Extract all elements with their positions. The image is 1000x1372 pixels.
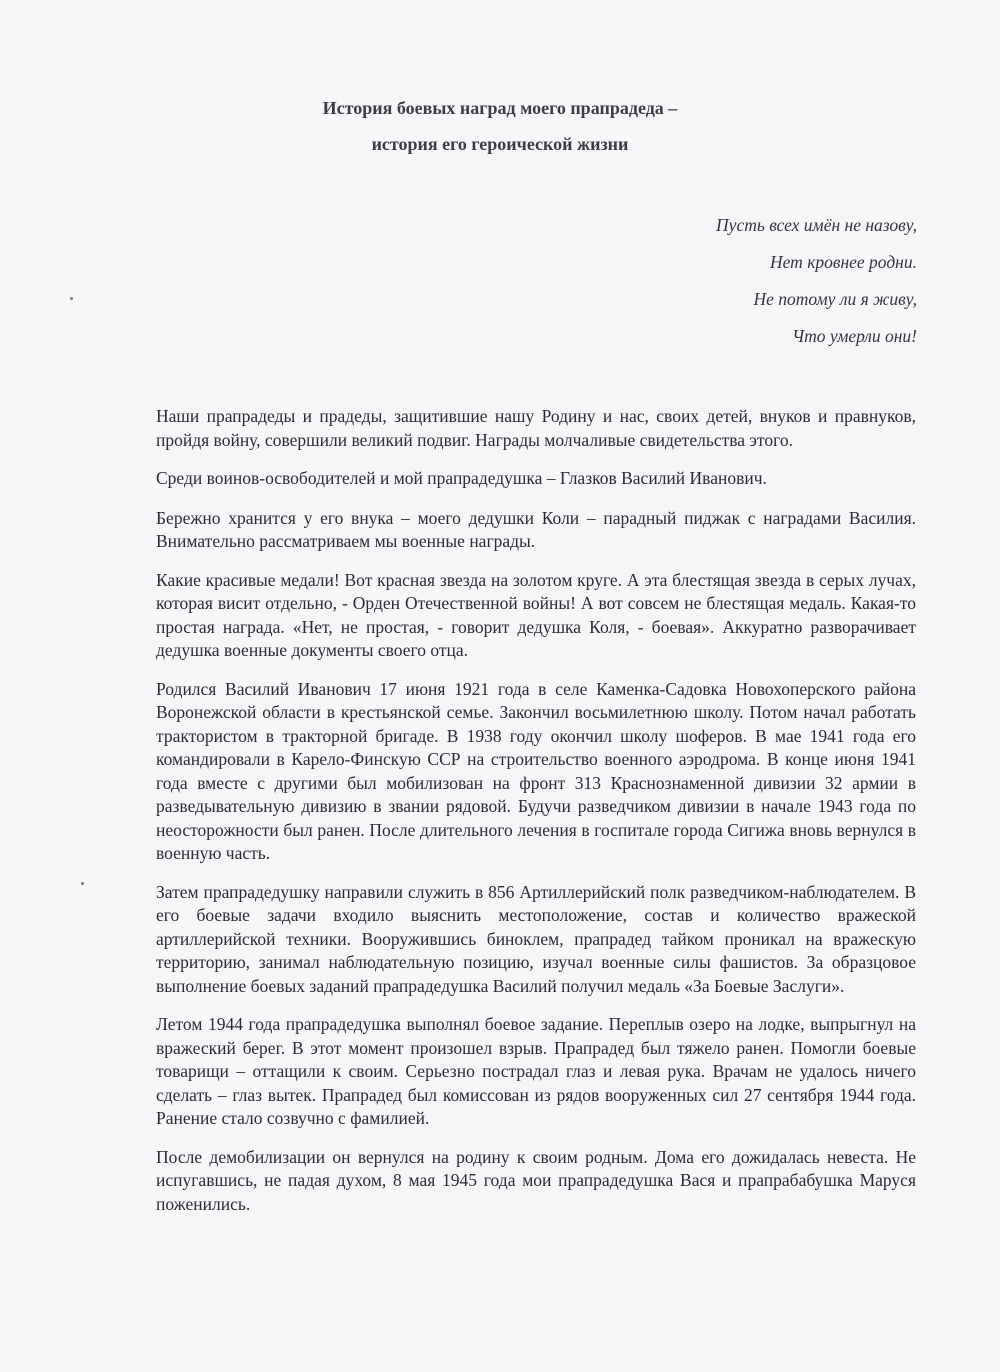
epigraph-line: Пусть всех имён не назову,	[716, 215, 917, 235]
paragraph: Наши прапрадеды и прадеды, защитившие нашу Родину и нас, своих детей, внуков и правнуков, пройдя войну, совершили великий подвиг. Награды молчаливые свидетельства этого.	[156, 406, 916, 450]
epigraph-line: Нет кровнее родни.	[770, 252, 917, 272]
document-body	[156, 405, 916, 1231]
paragraph: После демобилизации он вернулся на родину к своим родным. Дома его дожидалась невеста. Не испугавшись, не падая духом, 8 мая 1945 года мои прапрадедушка Вася и прапрабабушка Маруся поженились.	[156, 1146, 916, 1214]
paragraph: Затем прапрадедушку направили служить в 856 Артиллерийский полк разведчиком-наблюдателем. В его боевые задачи входило выяснить местоположение, состав и количество вражеской артиллерийской техники. Вооружившись биноклем, прапрадед тайком проникал на вражескую территорию, занимал наблюдательную позицию, изучал военные силы фашистов. За образцовое выполнение боевых заданий прапрадедушка Василий получил медаль «За Боевые Заслуги».	[156, 881, 916, 996]
paragraph: Какие красивые медали! Вот красная звезда на золотом круге. А эта блестящая звезда в серых лучах, которая висит отдельно, - Орден Отечественной войны! А вот совсем не блестящая медаль. Какая-то простая награда. «Нет, не простая, - говорит дедушка Коля, - боевая». Аккуратно разворачивает дедушка военные документы своего отца.	[156, 569, 916, 660]
document-title-line-2: история его героической жизни	[371, 134, 629, 154]
paragraph: Бережно хранится у его внука – моего дедушки Коли – парадный пиджак с наградами Василия. Внимательно рассматриваем мы военные награды.	[156, 507, 916, 551]
paragraph: Родился Василий Иванович 17 июня 1921 года в селе Каменка-Садовка Новохоперского района Воронежской области в крестьянской семье. Закончил восьмилетнюю школу. Потом начал работать трактористом в тракторной бригаде. В 1938 году окончил школу шоферов. В мае 1941 года его командировали в Карело-Финскую ССР на строительство военного аэродрома. В конце июня 1941 года вместе с другими был мобилизован на фронт 313 Краснознаменной дивизии 32 армии в разведывательную дивизию в звании рядовой. Будучи разведчиком дивизии в начале 1943 года по неосторожности был ранен. После длительного лечения в госпитале города Сигижа вновь вернулся в военную часть.	[156, 678, 916, 863]
epigraph-line: Что умерли они!	[792, 326, 917, 346]
scan-speck	[70, 297, 73, 300]
epigraph	[517, 211, 917, 359]
paragraph: Среди воинов-освободителей и мой прапрадедушка – Глазков Василий Иванович.	[156, 468, 767, 488]
paragraph: Летом 1944 года прапрадедушка выполнял боевое задание. Переплыв озеро на лодке, выпрыгнул на вражеский берег. В этот момент произошел взрыв. Прапрадед был тяжело ранен. Помогли боевые товарищи – оттащили к своим. Серьезно пострадал глаз и левая рука. Врачам не удалось ничего сделать – глаз вытек. Прапрадед был комиссован из рядов вооруженных сил 27 сентября 1944 года. Ранение стало созвучно с фамилией.	[156, 1014, 916, 1128]
scan-speck	[81, 882, 84, 885]
document-title-line-1: История боевых наград моего прапрадеда –	[322, 98, 678, 118]
epigraph-line: Не потому ли я живу,	[753, 289, 917, 309]
